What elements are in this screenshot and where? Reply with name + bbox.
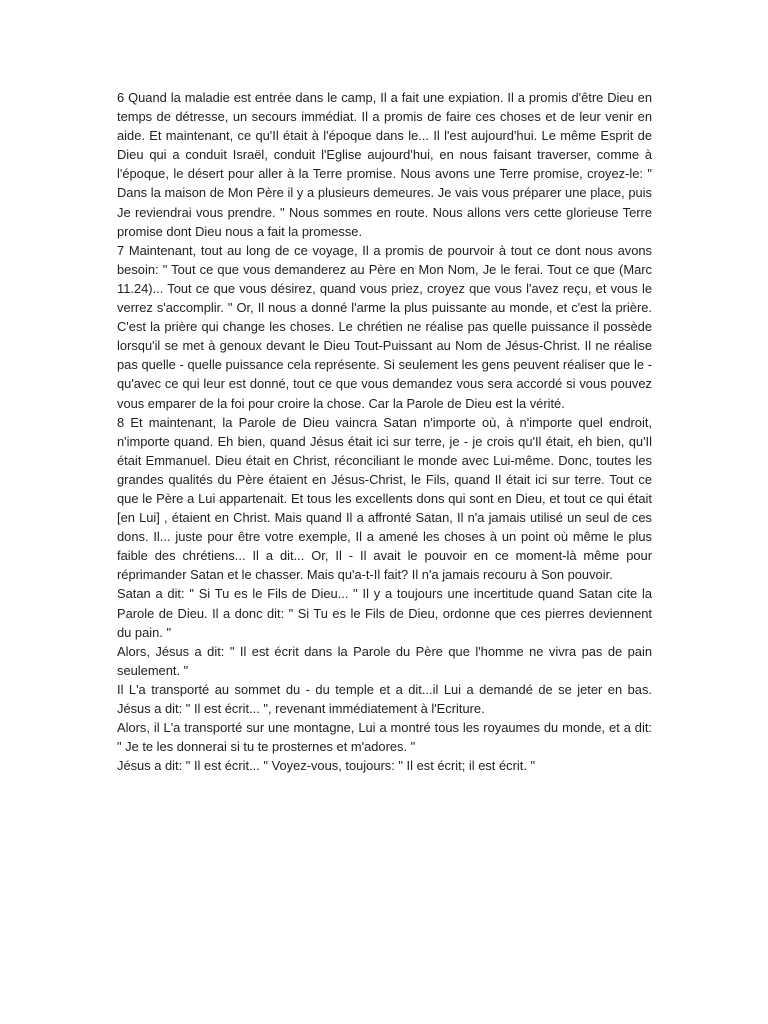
paragraph-mountain: Alors, il L'a transporté sur une montagne, Lui a montré tous les royaumes du monde, et a dit: " Je te les donnerai si tu te prosternes et m'adores. ": [117, 720, 652, 755]
paragraph-6: 6 Quand la maladie est entrée dans le camp, Il a fait une expiation. Il a promis d'être Dieu en temps de détresse, un secours immédiat. Il a promis de faire ces choses et de leur venir en aide. Et maintenant, ce qu'Il était à l'époque dans le... Il l'est aujourd'hui. Le même Esprit de Dieu qui a conduit Israël, conduit l'Eglise aujourd'hui, en nous faisant traverser, comme à l'époque, le désert pour aller à la Terre promise. Nous avons une Terre promise, croyez-le: " Dans la maison de Mon Père il y a plusieurs demeures. Je vais vous préparer une place, puis Je reviendrai vous prendre. " Nous sommes en route. Nous allons vers cette glorieuse Terre promise dont Dieu nous a fait la promesse.: [117, 90, 652, 239]
paragraph-temple: Il L'a transporté au sommet du - du temple et a dit...il Lui a demandé de se jeter en bas. Jésus a dit: " Il est écrit... ", revenant immédiatement à l'Ecriture.: [117, 681, 652, 716]
paragraph-8: 8 Et maintenant, la Parole de Dieu vaincra Satan n'importe où, à n'importe quel endroit, n'importe quand. Eh bien, quand Jésus était ici sur terre, je - je crois qu'Il était, eh bien, qu'Il était Emmanuel. Dieu était en Christ, réconciliant le monde avec Lui-même. Donc, toutes les grandes qualités du Père étaient en Jésus-Christ, le Fils, quand Il était ici sur terre. Tout ce que le Père a Lui appartenait. Et tous les excellents dons qui sont en Dieu, et tout ce qui était [en Lui] , étaient en Christ. Mais quand Il a affronté Satan, Il n'a jamais utilisé un seul de ces dons. Il... juste pour être votre exemple, Il a amené les choses à un point où même le plus faible des chrétiens... Il a dit... Or, Il - Il avait le pouvoir en ce moment-là même pour réprimander Satan et le chasser. Mais qu'a-t-Il fait? Il n'a jamais recouru à Son pouvoir.: [117, 414, 652, 583]
paragraph-7: 7 Maintenant, tout au long de ce voyage, Il a promis de pourvoir à tout ce dont nous avons besoin: " Tout ce que vous demanderez au Père en Mon Nom, Je le ferai. Tout ce que (Marc 11.24)... Tout ce que vous désirez, quand vous priez, croyez que vous l'avez reçu, et vous le verrez s'accomplir. " Or, Il nous a donné l'arme la plus puissante au monde, et c'est la prière. C'est la prière qui change les choses. Le chrétien ne réalise pas quelle puissance il possède lorsqu'il se met à genoux devant le Dieu Tout-Puissant au Nom de Jésus-Christ. Il ne réalise pas quelle - quelle puissance cela représente. Si seulement les gens peuvent réaliser que le - qu'avec ce qui leur est donné, tout ce que vous demandez vous sera accordé si vous pouvez vous emparer de la foi pour croire la chose. Car la Parole de Dieu est la vérité.: [117, 242, 652, 411]
paragraph-satan-dialogue: Satan a dit: " Si Tu es le Fils de Dieu... " Il y a toujours une incertitude quand Satan cite la Parole de Dieu. Il a donc dit: " Si Tu es le Fils de Dieu, ordonne que ces pierres deviennent du pain. ": [117, 586, 652, 640]
paragraph-jesus-reply-2: Jésus a dit: " Il est écrit... " Voyez-vous, toujours: " Il est écrit; il est écrit. ": [117, 758, 536, 774]
document-page: [117, 88, 652, 775]
paragraph-jesus-reply-1: Alors, Jésus a dit: " Il est écrit dans la Parole du Père que l'homme ne vivra pas de pain seulement. ": [117, 643, 652, 678]
